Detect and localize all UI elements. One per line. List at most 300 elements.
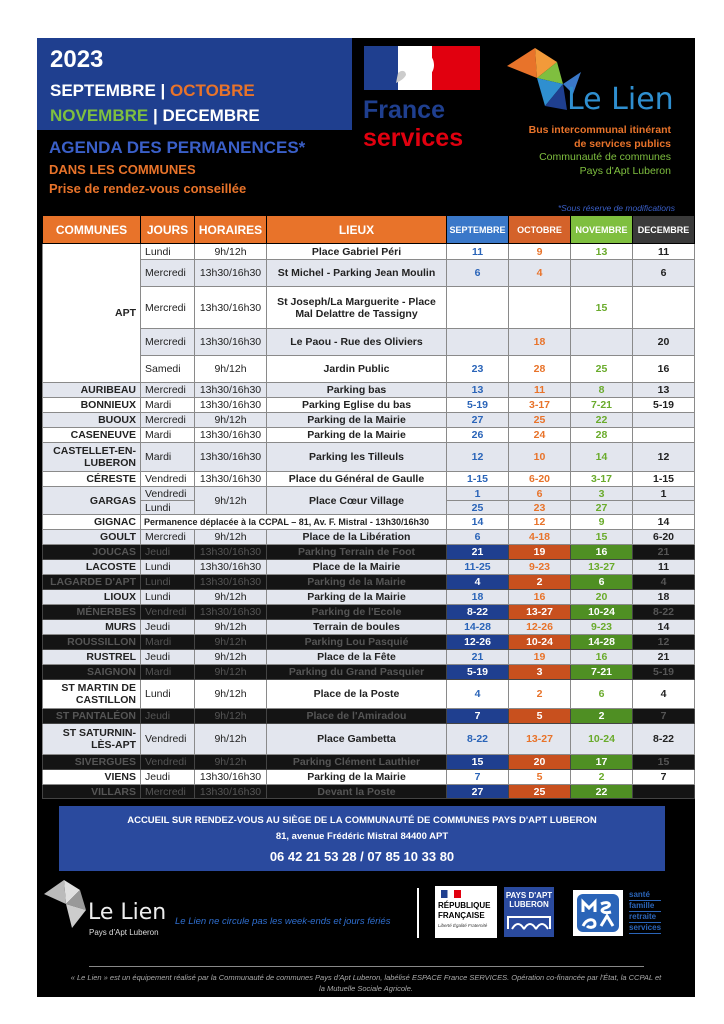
lieu-cell: Le Paou - Rue des Oliviers [267,329,447,356]
oct-cell: 5 [509,709,571,724]
sep-cell: 6 [447,530,509,545]
oct-cell: 4-18 [509,530,571,545]
horaire-cell: 9h/12h [195,487,267,515]
horaire-cell: 9h/12h [195,635,267,650]
footer-le-lien-text: Le Lien [88,900,167,925]
table-row [43,650,695,665]
commune-cell: MÉNERBES [43,605,141,620]
commune-cell: GIGNAC [43,515,141,530]
sep-cell: 21 [447,650,509,665]
dec-cell: 12 [633,443,695,472]
sep-cell: 23 [447,356,509,383]
lieu-cell: Parking de la Mairie [267,575,447,590]
nov-cell: 15 [571,530,633,545]
commune-cell: JOUCAS [43,545,141,560]
horaire-cell: 13h30/16h30 [195,472,267,487]
commune-cell: CASTELLET-EN-LUBERON [43,443,141,472]
horaire-cell: 9h/12h [195,356,267,383]
dec-cell: 1-15 [633,472,695,487]
table-row [43,620,695,635]
commune-cell: BUOUX [43,413,141,428]
dec-cell: 21 [633,650,695,665]
sep-cell: 1 [447,487,509,501]
table-row [43,665,695,680]
table-row [43,383,695,398]
agenda-subtitle: DANS LES COMMUNES [49,162,196,177]
nov-cell: 15 [571,287,633,329]
nov-cell: 2 [571,709,633,724]
oct-cell: 12 [509,515,571,530]
lieu-cell: Parking les Tilleuls [267,443,447,472]
dec-cell: 5-19 [633,398,695,413]
france-services-line2: services [363,124,464,152]
jour-cell: Mercredi [141,329,195,356]
jour-cell: Samedi [141,356,195,383]
horaire-cell: 13h30/16h30 [195,575,267,590]
nov-cell: 14-28 [571,635,633,650]
oct-cell: 11 [509,383,571,398]
oct-cell [509,287,571,329]
lieu-cell: Parking de la Mairie [267,770,447,785]
lieu-cell: Parking Lou Pasquié [267,635,447,650]
sep-cell: 27 [447,785,509,799]
month-november: NOVEMBRE [50,106,149,125]
table-row [43,329,695,356]
nov-cell: 9-23 [571,620,633,635]
dec-cell: 1 [633,487,695,501]
horaire-cell: 9h/12h [195,590,267,605]
jour-cell: Mercredi [141,383,195,398]
republique-francaise-logo: RÉPUBLIQUE FRANÇAISE Liberté Égalité Fraternité [435,886,497,938]
horaire-cell: 9h/12h [195,413,267,428]
dec-cell: 12 [633,635,695,650]
nov-cell: 28 [571,428,633,443]
oct-cell: 19 [509,650,571,665]
table-row [43,560,695,575]
dec-cell: 18 [633,590,695,605]
dec-cell: 21 [633,545,695,560]
dec-cell: 8-22 [633,724,695,755]
oct-cell: 6 [509,487,571,501]
dec-cell: 11 [633,560,695,575]
nov-cell: 16 [571,650,633,665]
commune-cell: CÉRESTE [43,472,141,487]
oct-cell: 18 [509,329,571,356]
msa-logo-icon [573,890,623,936]
jour-cell: Lundi [141,501,195,515]
nov-cell: 16 [571,545,633,560]
footer-rule [89,966,644,967]
month-october: OCTOBRE [170,81,255,100]
lieu-cell: Parking Terrain de Foot [267,545,447,560]
oct-cell: 2 [509,680,571,709]
commune-cell: ST SATURNIN-LÈS-APT [43,724,141,755]
schedule-table [42,215,695,799]
header-novembre: NOVEMBRE [571,216,633,244]
jour-cell: Lundi [141,560,195,575]
oct-cell: 23 [509,501,571,515]
oct-cell: 3-17 [509,398,571,413]
sep-cell: 12 [447,443,509,472]
table-row [43,680,695,709]
lieu-cell: Devant la Poste [267,785,447,799]
title-box [37,38,352,130]
horaire-cell: 13h30/16h30 [195,398,267,413]
jour-cell: Vendredi [141,755,195,770]
commune-cell: LIOUX [43,590,141,605]
horaire-cell: 13h30/16h30 [195,770,267,785]
lieu-cell: Parking de la Mairie [267,590,447,605]
nov-cell: 14 [571,443,633,472]
accueil-phones: 06 42 21 53 28 / 07 85 10 33 80 [269,849,455,864]
table-row [43,413,695,428]
header-communes: COMMUNES [43,216,141,244]
lieu-cell: Parking de la Mairie [267,413,447,428]
lieu-cell: St Joseph/La Marguerite - Place Mal Delattre de Tassigny [267,287,447,329]
lieu-cell: Parking de la Mairie [267,428,447,443]
oct-cell: 2 [509,575,571,590]
horaire-cell: 9h/12h [195,530,267,545]
dec-cell [633,428,695,443]
oct-cell: 13-27 [509,724,571,755]
lieu-cell: Parking bas [267,383,447,398]
horaire-cell: 13h30/16h30 [195,443,267,472]
footer-divider [417,888,419,938]
jour-cell: Lundi [141,244,195,260]
oct-cell: 10 [509,443,571,472]
nov-cell: 6 [571,575,633,590]
commune-cell: SAIGNON [43,665,141,680]
header-lieux: LIEUX [267,216,447,244]
table-row [43,472,695,487]
horaire-cell: 9h/12h [195,650,267,665]
month-september: SEPTEMBRE [50,81,156,100]
lieu-cell: Place Cœur Village [267,487,447,515]
jour-cell: Vendredi [141,605,195,620]
oct-cell: 19 [509,545,571,560]
accueil-address: 81, avenue Frédéric Mistral 84400 APT [275,831,449,842]
oct-cell: 12-26 [509,620,571,635]
commune-cell: GARGAS [43,487,141,515]
oct-cell: 20 [509,755,571,770]
pays-apt-luberon-logo: PAYS D'APT LUBERON [504,887,554,937]
header-jours: JOURS [141,216,195,244]
header-septembre: SEPTEMBRE [447,216,509,244]
horaire-cell: 13h30/16h30 [195,383,267,398]
commune-cell: RUSTREL [43,650,141,665]
lieu-cell: Parking Eglise du bas [267,398,447,413]
sep-cell: 13 [447,383,509,398]
sep-cell [447,287,509,329]
lieu-cell: Place de l'Amiradou [267,709,447,724]
le-lien-description: Bus intercommunal itinérant de services publics Communauté de communes Pays d'Apt Luberon [528,124,671,177]
horaire-cell: 13h30/16h30 [195,560,267,575]
table-row [43,605,695,620]
dec-cell [633,413,695,428]
lieu-cell: Jardin Public [267,356,447,383]
sep-cell: 21 [447,545,509,560]
accueil-title: ACCUEIL SUR RENDEZ-VOUS AU SIÈGE DE LA COMMUNAUTÉ DE COMMUNES PAYS D'APT LUBERON [127,815,597,826]
table-row [43,724,695,755]
commune-cell: ST PANTALÉON [43,709,141,724]
sep-cell: 14-28 [447,620,509,635]
horaire-cell: 13h30/16h30 [195,260,267,287]
nov-cell: 13-27 [571,560,633,575]
month-december: DECEMBRE [162,106,260,125]
sep-cell: 25 [447,501,509,515]
lieu-cell: St Michel - Parking Jean Moulin [267,260,447,287]
reserve-note: *Sous réserve de modifications [557,203,675,213]
table-row [43,515,695,530]
nov-cell: 6 [571,680,633,709]
table-row [43,287,695,329]
sep-cell: 8-22 [447,724,509,755]
commune-cell: ROUSSILLON [43,635,141,650]
lieu-cell: Parking Clément Lauthier [267,755,447,770]
jour-cell: Lundi [141,590,195,605]
year: 2023 [50,46,104,73]
dec-cell: 7 [633,770,695,785]
lieu-cell: Place de la Fête [267,650,447,665]
table-row [43,635,695,650]
dec-cell: 16 [633,356,695,383]
commune-cell: MURS [43,620,141,635]
jour-cell: Mardi [141,665,195,680]
horaire-cell: 9h/12h [195,724,267,755]
lieu-cell: Terrain de boules [267,620,447,635]
horaire-cell: 9h/12h [195,620,267,635]
nov-cell: 10-24 [571,605,633,620]
lieu-cell: Parking de l'Ecole [267,605,447,620]
jour-cell: Jeudi [141,770,195,785]
sep-cell: 1-15 [447,472,509,487]
dec-cell [633,785,695,799]
dec-cell: 13 [633,383,695,398]
sep-cell: 11 [447,244,509,260]
horaire-cell: 13h30/16h30 [195,785,267,799]
jour-cell: Mercredi [141,785,195,799]
oct-cell: 16 [509,590,571,605]
dec-cell [633,287,695,329]
lieu-cell: Place de la Libération [267,530,447,545]
table-row [43,545,695,560]
table-row [43,244,695,260]
nov-cell: 7-21 [571,398,633,413]
nov-cell [571,329,633,356]
nov-cell: 13 [571,244,633,260]
horaire-cell: 9h/12h [195,680,267,709]
jour-cell: Mercredi [141,530,195,545]
nov-cell: 17 [571,755,633,770]
lieu-cell: Parking du Grand Pasquier [267,665,447,680]
table-row [43,755,695,770]
lieu-cell: Place Gabriel Péri [267,244,447,260]
table-row [43,785,695,799]
commune-cell: AURIBEAU [43,383,141,398]
jour-cell: Mardi [141,398,195,413]
ccpal-note-cell: Permanence déplacée à la CCPAL – 81, Av. F. Mistral - 13h30/16h30 [141,515,447,530]
sep-cell: 11-25 [447,560,509,575]
oct-cell: 9-23 [509,560,571,575]
agenda-title: AGENDA DES PERMANENCES* [49,138,306,157]
nov-cell: 2 [571,770,633,785]
nov-cell: 22 [571,413,633,428]
sep-cell: 15 [447,755,509,770]
sep-cell: 5-19 [447,398,509,413]
jour-cell: Vendredi [141,487,195,501]
jour-cell: Lundi [141,575,195,590]
jour-cell: Vendredi [141,472,195,487]
commune-cell: ST MARTIN DE CASTILLON [43,680,141,709]
oct-cell: 10-24 [509,635,571,650]
table-row [43,398,695,413]
table-row [43,443,695,472]
jour-cell: Jeudi [141,545,195,560]
disclaimer-text: « Le Lien » est un équipement réalisé par la Communauté de communes Pays d'Apt Luberon, labélisé ESPACE France SERVICES. Opération co-financée par l'État, la CCPAL et la Mutuelle Sociale Agricole. [70,973,662,993]
commune-cell: APT [43,244,141,383]
dec-cell: 20 [633,329,695,356]
jour-cell: Vendredi [141,724,195,755]
nov-cell: 20 [571,590,633,605]
header-decembre: DECEMBRE [633,216,695,244]
sep-cell: 4 [447,575,509,590]
jour-cell: Jeudi [141,709,195,724]
horaire-cell: 9h/12h [195,665,267,680]
le-lien-logo-text: Le Lien [567,82,674,117]
sep-cell: 27 [447,413,509,428]
oct-cell: 25 [509,785,571,799]
table-row [43,260,695,287]
sep-cell: 6 [447,260,509,287]
commune-cell: VIENS [43,770,141,785]
jour-cell: Jeudi [141,650,195,665]
header-octobre: OCTOBRE [509,216,571,244]
jour-cell: Jeudi [141,620,195,635]
tricolor-flag-icon [441,890,461,898]
dec-cell [633,501,695,515]
commune-cell: LACOSTE [43,560,141,575]
jour-cell: Mercredi [141,413,195,428]
accueil-box [59,806,665,871]
sep-cell: 26 [447,428,509,443]
horaire-cell: 13h30/16h30 [195,287,267,329]
commune-cell: LAGARDE D'APT [43,575,141,590]
horaire-cell: 13h30/16h30 [195,428,267,443]
commune-cell: VILLARS [43,785,141,799]
sep-cell: 12-26 [447,635,509,650]
table-row [43,709,695,724]
jour-cell: Mardi [141,635,195,650]
dec-cell: 15 [633,755,695,770]
horaire-cell: 9h/12h [195,709,267,724]
nov-cell: 3-17 [571,472,633,487]
sep-cell: 7 [447,770,509,785]
oct-cell: 28 [509,356,571,383]
table-row [43,356,695,383]
sep-cell: 4 [447,680,509,709]
jour-cell: Lundi [141,680,195,709]
dec-cell: 14 [633,620,695,635]
nov-cell: 3 [571,487,633,501]
nov-cell: 27 [571,501,633,515]
oct-cell: 4 [509,260,571,287]
appointment-note: Prise de rendez-vous conseillée [49,181,247,196]
sep-cell [447,329,509,356]
sep-cell: 7 [447,709,509,724]
jour-cell: Mercredi [141,260,195,287]
table-row [43,428,695,443]
months-line-2: NOVEMBRE | DECEMBRE [50,106,260,125]
sep-cell: 18 [447,590,509,605]
nov-cell: 7-21 [571,665,633,680]
dec-cell: 14 [633,515,695,530]
nov-cell: 25 [571,356,633,383]
horaire-cell: 13h30/16h30 [195,605,267,620]
no-service-note: Le Lien ne circule pas les week-ends et jours fériés [175,916,391,927]
dec-cell: 5-19 [633,665,695,680]
table-row [43,575,695,590]
horaire-cell: 9h/12h [195,755,267,770]
flyer-page [37,38,695,997]
dec-cell: 11 [633,244,695,260]
sep-cell: 14 [447,515,509,530]
horaire-cell: 9h/12h [195,244,267,260]
table-row [43,530,695,545]
lieu-cell: Place Gambetta [267,724,447,755]
commune-cell: GOULT [43,530,141,545]
table-row [43,590,695,605]
footer-pays-apt-text: Pays d'Apt Luberon [89,928,159,937]
lieu-cell: Place de la Poste [267,680,447,709]
oct-cell: 5 [509,770,571,785]
commune-cell: CASENEUVE [43,428,141,443]
dec-cell: 6-20 [633,530,695,545]
oct-cell: 9 [509,244,571,260]
dec-cell: 8-22 [633,605,695,620]
lieu-cell: Place de la Mairie [267,560,447,575]
dec-cell: 6 [633,260,695,287]
oct-cell: 24 [509,428,571,443]
bridge-icon [506,909,552,931]
oct-cell: 6-20 [509,472,571,487]
sep-cell: 8-22 [447,605,509,620]
table-header [43,216,695,244]
horaire-cell: 13h30/16h30 [195,329,267,356]
france-services-line1: France [363,96,445,124]
commune-cell: SIVERGUES [43,755,141,770]
oct-cell: 13-27 [509,605,571,620]
dec-cell: 4 [633,680,695,709]
nov-cell: 8 [571,383,633,398]
nov-cell: 9 [571,515,633,530]
horaire-cell: 13h30/16h30 [195,545,267,560]
commune-cell: BONNIEUX [43,398,141,413]
oct-cell: 25 [509,413,571,428]
jour-cell: Mardi [141,443,195,472]
dec-cell: 4 [633,575,695,590]
header-horaires: HORAIRES [195,216,267,244]
msa-words: santé famille retraite services [629,890,662,932]
nov-cell [571,260,633,287]
months-line-1: SEPTEMBRE | OCTOBRE [50,81,255,100]
sep-cell: 5-19 [447,665,509,680]
nov-cell: 22 [571,785,633,799]
dec-cell: 7 [633,709,695,724]
oct-cell: 3 [509,665,571,680]
table-row [43,487,695,501]
jour-cell: Mardi [141,428,195,443]
nov-cell: 10-24 [571,724,633,755]
